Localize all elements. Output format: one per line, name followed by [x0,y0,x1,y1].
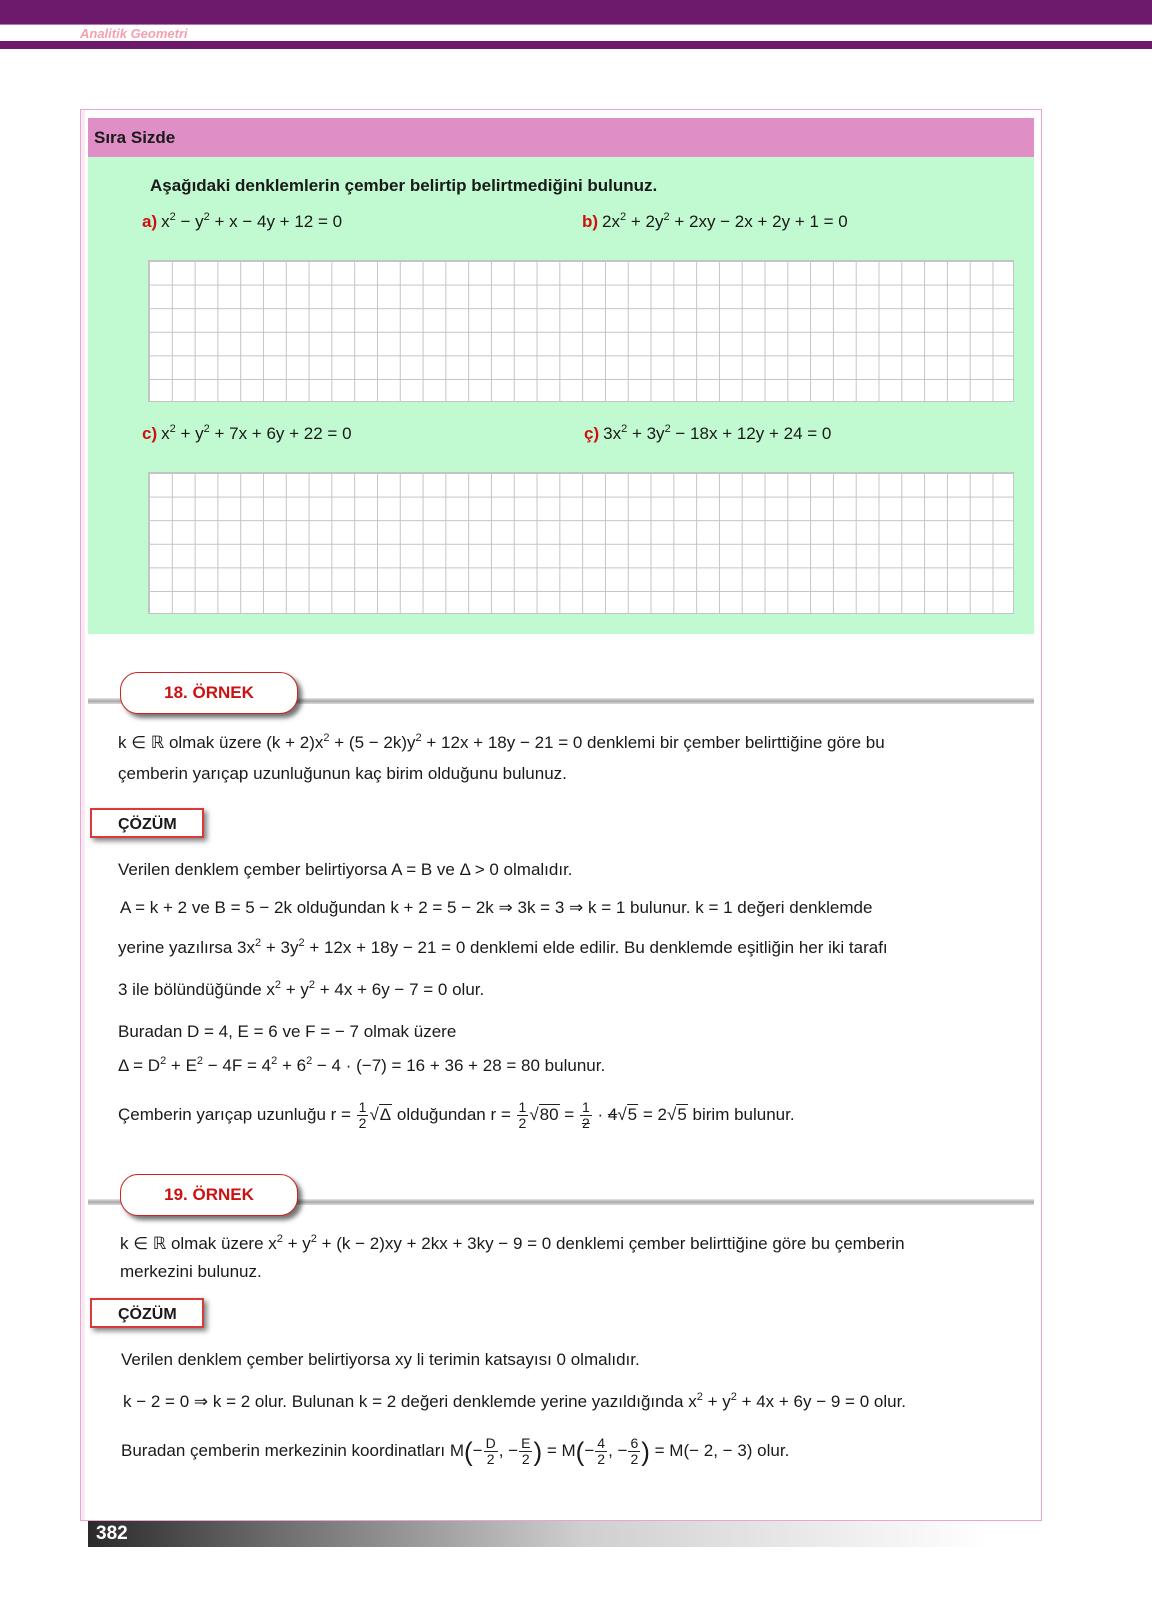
exponent: 2 [696,1391,703,1403]
footer-bar [88,1521,988,1547]
problem-b [582,212,848,232]
equation: x [161,212,170,231]
exponent: 2 [160,1055,167,1067]
text: + (5 − 2k)y [329,733,416,752]
problem-a [142,212,342,232]
text: olduğundan r = [392,1104,516,1124]
radicand: 5 [627,1104,638,1124]
problem-label: a) [142,212,158,231]
text: birim bulunur. [687,1104,795,1124]
text: Buradan çemberin merkezinin koordinatları M [121,1440,464,1460]
text: 3 ile bölündüğünde x [118,980,275,999]
equation: − 18x + 12y + 24 = 0 [670,424,832,443]
solution-19-line-1: Verilen denklem çember belirtiyorsa xy li terimin katsayısı 0 olmalıdır. [121,1350,640,1369]
fraction [595,1436,607,1467]
equation: − y [175,212,204,231]
exponent: 2 [169,423,176,435]
exponent: 2 [664,423,671,435]
solution-18-line-1: Verilen denklem çember belirtiyorsa A = B ve Δ > 0 olmalıdır. [118,860,573,879]
exponent: 2 [308,979,316,991]
exponent: 2 [620,211,627,223]
text: + y [702,1392,731,1411]
denominator: 2 [521,1451,530,1467]
sira-sizde-instruction: Aşağıdaki denklemlerin çember belirtip belirtmediğini bulunuz. [150,176,658,195]
equation: + 3y [627,424,665,443]
numerator: 4 [597,1435,606,1451]
text: − 4 · (−7) = 16 + 36 + 28 = 80 bulunur. [312,1056,606,1075]
numerator: D [485,1435,496,1451]
problem-c [142,424,352,444]
text: k ∈ ℝ olmak üzere x [120,1234,277,1253]
text: = M [542,1440,576,1460]
solution-18-line-2: A = k + 2 ve B = 5 − 2k olduğundan k + 2 = 5 − 2k ⇒ 3k = 3 ⇒ k = 1 bulunur. k = 1 değeri denklemde [120,898,873,917]
text: Δ = D [118,1056,161,1075]
equation: + y [175,424,204,443]
exponent: 2 [310,1233,317,1245]
equation: + 7x + 6y + 22 = 0 [209,424,352,443]
text: k ∈ ℝ olmak üzere (k + 2)x [118,733,324,752]
denominator: 2 [630,1451,639,1467]
text: + 4x + 6y − 7 = 0 olur. [315,980,485,999]
numerator: 6 [630,1435,639,1451]
problem-label: b) [582,212,599,231]
text: + 4x + 6y − 9 = 0 olur. [736,1392,907,1411]
example-18-badge: 18. ÖRNEK [120,672,298,714]
fraction [628,1436,640,1467]
text: + E [166,1056,197,1075]
exponent: 2 [276,1233,283,1245]
answer-grid-1[interactable] [148,260,1014,402]
exponent: 2 [274,979,282,991]
example-19-badge: 19. ÖRNEK [120,1174,298,1216]
text: · [592,1104,608,1124]
problem-label: ç) [584,424,600,443]
cancelled-factor: 4 [607,1104,618,1124]
exponent: 2 [298,937,305,949]
text: + y [281,980,309,999]
answer-grid-2[interactable] [148,472,1014,614]
text: − 4F = 4 [203,1056,272,1075]
radicand: Δ [379,1104,392,1124]
solution-label-19: ÇÖZÜM [90,1298,204,1328]
exponent: 2 [203,211,210,223]
solution-19-line-3: Buradan çemberin merkezinin koordinatları M(− $\frac{D}{2}$ , − $\frac{E}{2}$ ) = M(− $\frac{4}{2}$ , − $\frac{6}{2}$ ) = M(− 2, − 3) olur. [121,1435,790,1467]
exponent: 2 [621,423,628,435]
exponent: 2 [255,937,262,949]
fraction [517,1100,529,1131]
text: + y [282,1234,311,1253]
solution-19-line-2 [123,1392,906,1412]
solution-18-line-3 [118,938,888,958]
numerator: E [521,1435,531,1451]
chapter-title: Analitik Geometri [80,26,188,41]
radicand: 80 [539,1104,559,1124]
solution-label-18: ÇÖZÜM [90,808,204,838]
text: + 12x + 18y − 21 = 0 denklemi bir çember belirttiğine göre bu [421,733,885,752]
text: k − 2 = 0 ⇒ k = 2 olur. Bulunan k = 2 değeri denklemde yerine yazıldığında x [123,1392,697,1411]
header-bar-lower [0,41,1152,49]
sira-sizde-box [88,118,1034,634]
numerator: 1 [581,1099,590,1115]
exponent: 2 [415,732,422,744]
equation: + 2xy − 2x + 2y + 1 = 0 [669,212,848,231]
text: = 2 [638,1104,667,1124]
denominator: 2 [486,1451,495,1467]
denominator: 2 [518,1115,527,1131]
solution-18-line-4 [118,980,484,1000]
equation: 3x [603,424,622,443]
problem-c-cedilla [584,424,831,444]
exponent: 2 [663,211,670,223]
solution-18-line-6 [118,1056,605,1076]
fraction [357,1100,369,1131]
fraction [484,1436,498,1467]
solution-18-line-7: Çemberin yarıçap uzunluğu r = $\frac{1}{2}$ √Δ olduğundan r = $\frac{1}{2}$ √80 = $\frac{1}{2}$ · 4√5 = 2√5 birim bulunur. [118,1099,795,1131]
denominator: 2 [358,1115,367,1131]
text: + 6 [277,1056,307,1075]
text: = M(− 2, − 3) olur. [649,1440,790,1460]
exponent: 2 [306,1055,313,1067]
numerator: 1 [518,1099,527,1115]
problem-label: c) [142,424,158,443]
example-18-question-line-1 [118,733,885,753]
page-number: 382 [96,1523,128,1544]
sira-sizde-title: Sıra Sizde [88,118,1034,157]
exponent: 2 [323,732,330,744]
equation: x [161,424,170,443]
exponent: 2 [169,211,176,223]
solution-18-line-5: Buradan D = 4, E = 6 ve F = − 7 olmak üzere [118,1022,457,1041]
denominator: 2 [597,1451,606,1467]
text: yerine yazılırsa 3x [118,938,255,957]
example-19-question-line-1 [120,1234,905,1254]
text: = [559,1104,579,1124]
text: Çemberin yarıçap uzunluğu r = [118,1104,356,1124]
exponent: 2 [271,1055,278,1067]
numerator: 1 [358,1099,367,1115]
example-18-question-line-2: çemberin yarıçap uzunluğunun kaç birim olduğunu bulunuz. [118,764,567,783]
exponent: 2 [203,423,210,435]
exponent: 2 [730,1391,737,1403]
fraction [519,1436,532,1467]
exponent: 2 [196,1055,204,1067]
text: + (k − 2)xy + 2kx + 3ky − 9 = 0 denklemi çember belirttiğine göre bu çemberin [316,1234,905,1253]
equation: 2x [602,212,621,231]
text: + 3y [261,938,299,957]
text: + 12x + 18y − 21 = 0 denklemi elde edilir. Bu denklemde eşitliğin her iki tarafı [304,938,888,957]
fraction [580,1100,592,1131]
header-bar [0,0,1152,24]
denominator: 2 [581,1115,590,1131]
radicand: 5 [677,1104,687,1124]
example-19-question-line-2: merkezini bulunuz. [120,1262,262,1281]
equation: + 2y [626,212,664,231]
equation: + x − 4y + 12 = 0 [209,212,343,231]
header-divider [0,24,1152,25]
